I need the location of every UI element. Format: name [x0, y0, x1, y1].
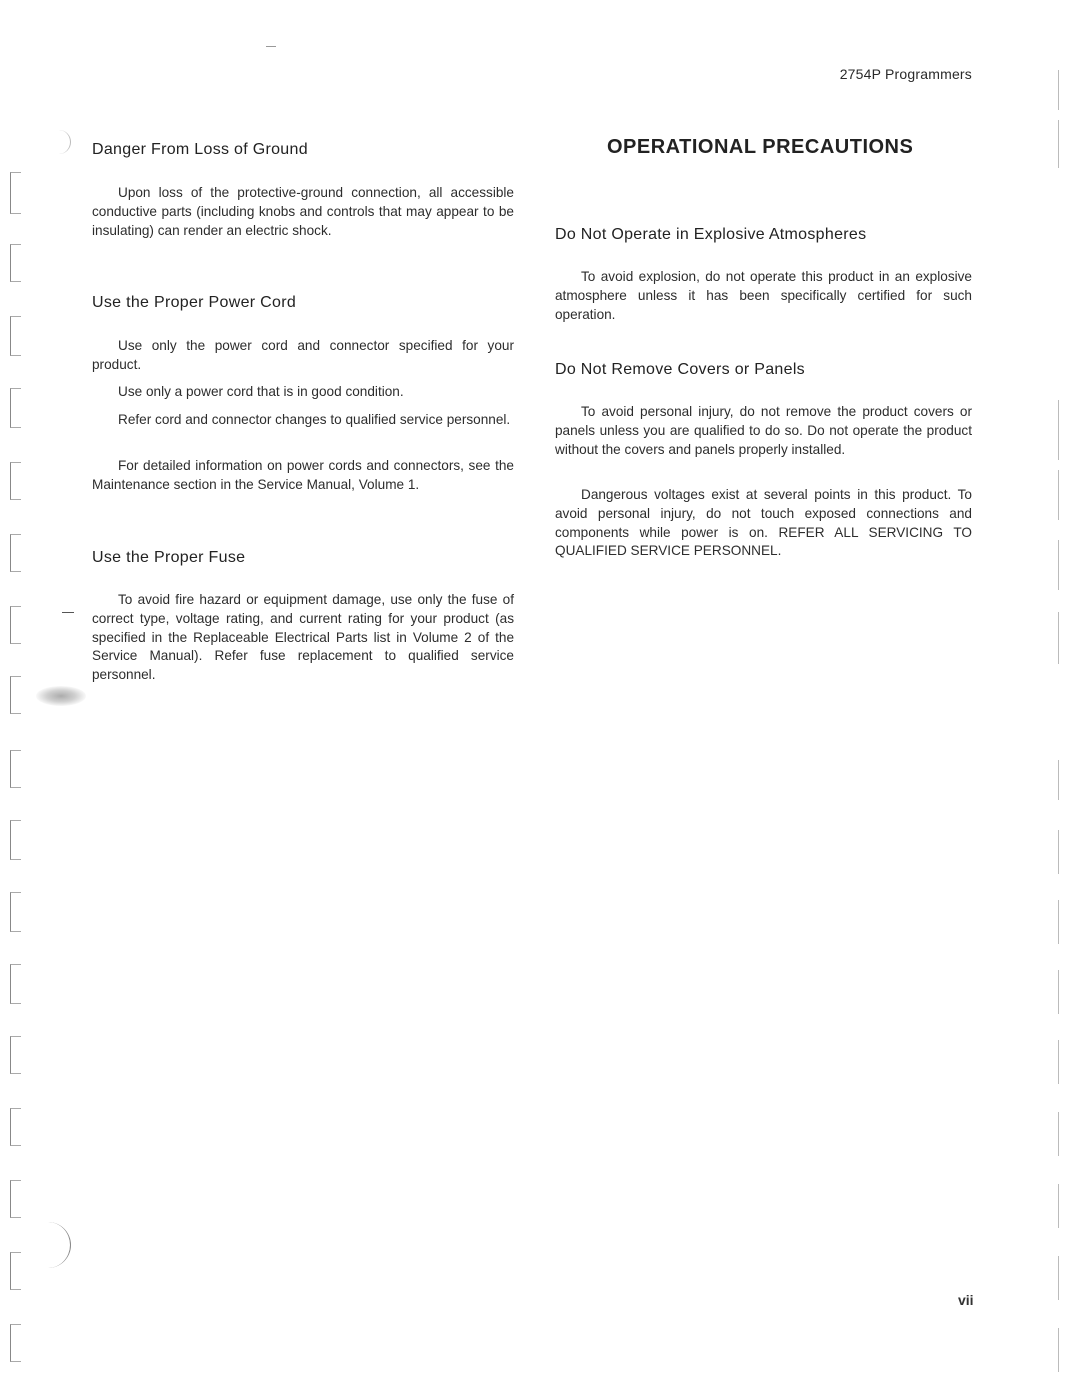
binding-mark: [10, 820, 21, 860]
edge-mark: [1050, 70, 1059, 110]
section-title-proper-fuse: Use the Proper Fuse: [92, 549, 246, 566]
edge-mark: [1050, 470, 1059, 520]
section-title-loss-of-ground: Danger From Loss of Ground: [92, 141, 308, 158]
paragraph-loss-of-ground: Upon loss of the protective-ground connection, all accessible conductive parts (including knobs and controls that may appear to be insulating) can render an electric shock.: [92, 185, 514, 238]
edge-mark: [1050, 760, 1059, 800]
binding-mark: [10, 534, 21, 572]
paragraph-covers-panels-2: Dangerous voltages exist at several points in this product. To avoid personal injury, do not touch exposed connections and components while power is on. REFER ALL SERVICING TO QUALIFIED SERVICE PERSONNEL.: [555, 487, 972, 559]
edge-mark: [1050, 830, 1059, 874]
binding-mark: [10, 244, 21, 282]
page-title-operational-precautions: OPERATIONAL PRECAUTIONS: [607, 136, 914, 158]
paragraph-covers-panels-1: To avoid personal injury, do not remove the product covers or panels unless you are qualified to do so. Do not operate the product without the covers and panels properly installed.: [555, 404, 972, 457]
edge-mark: [1050, 1328, 1059, 1372]
paragraph-power-cord-2: Use only a power cord that is in good condition.: [118, 384, 404, 399]
edge-mark: [1050, 1040, 1059, 1084]
binding-mark: [10, 606, 21, 644]
edge-mark: [1050, 612, 1059, 664]
dash-mark: [62, 612, 74, 613]
running-header: 2754P Programmers: [839, 66, 972, 82]
edge-mark: [1050, 1112, 1059, 1156]
edge-mark: [1050, 400, 1059, 460]
edge-mark: [1050, 540, 1059, 590]
scan-curve-mark: [44, 1222, 71, 1268]
edge-mark: [1050, 120, 1059, 168]
dash-mark: [266, 46, 276, 47]
binding-mark: [10, 1180, 21, 1218]
binding-mark: [10, 1036, 21, 1074]
binding-mark: [10, 1252, 21, 1290]
binding-mark: [10, 892, 21, 932]
scan-arc-mark: [54, 130, 71, 154]
page-number: vii: [958, 1292, 974, 1308]
edge-mark: [1050, 900, 1059, 944]
paragraph-power-cord-1: Use only the power cord and connector specified for your product.: [92, 338, 514, 372]
section-title-power-cord: Use the Proper Power Cord: [92, 294, 297, 311]
binding-mark: [10, 676, 21, 714]
scan-smudge: [36, 686, 86, 706]
binding-mark: [10, 1108, 21, 1146]
binding-mark: [10, 964, 21, 1004]
binding-mark: [10, 172, 21, 214]
paragraph-power-cord-4: For detailed information on power cords and connectors, see the Maintenance section in the Service Manual, Volume 1.: [92, 458, 514, 492]
section-title-explosive-atmospheres: Do Not Operate in Explosive Atmospheres: [555, 226, 867, 243]
binding-mark: [10, 316, 21, 356]
edge-mark: [1050, 1184, 1059, 1228]
binding-mark: [10, 462, 21, 500]
binding-mark: [10, 1324, 21, 1362]
paragraph-explosive-atmospheres: To avoid explosion, do not operate this product in an explosive atmosphere unless it has been specifically certified for such operation.: [555, 269, 972, 322]
section-title-covers-panels: Do Not Remove Covers or Panels: [555, 361, 805, 378]
binding-mark: [10, 750, 21, 788]
paragraph-power-cord-3: Refer cord and connector changes to qualified service personnel.: [118, 412, 511, 427]
binding-mark: [10, 388, 21, 428]
paragraph-proper-fuse: To avoid fire hazard or equipment damage, use only the fuse of correct type, voltage rating, and current rating for your product (as specified in the Replaceable Electrical Parts list in Volume 2 of the Service Manual). Refer fuse replacement to qualified service personnel.: [92, 592, 514, 683]
edge-mark: [1050, 1256, 1059, 1300]
edge-mark: [1050, 970, 1059, 1014]
